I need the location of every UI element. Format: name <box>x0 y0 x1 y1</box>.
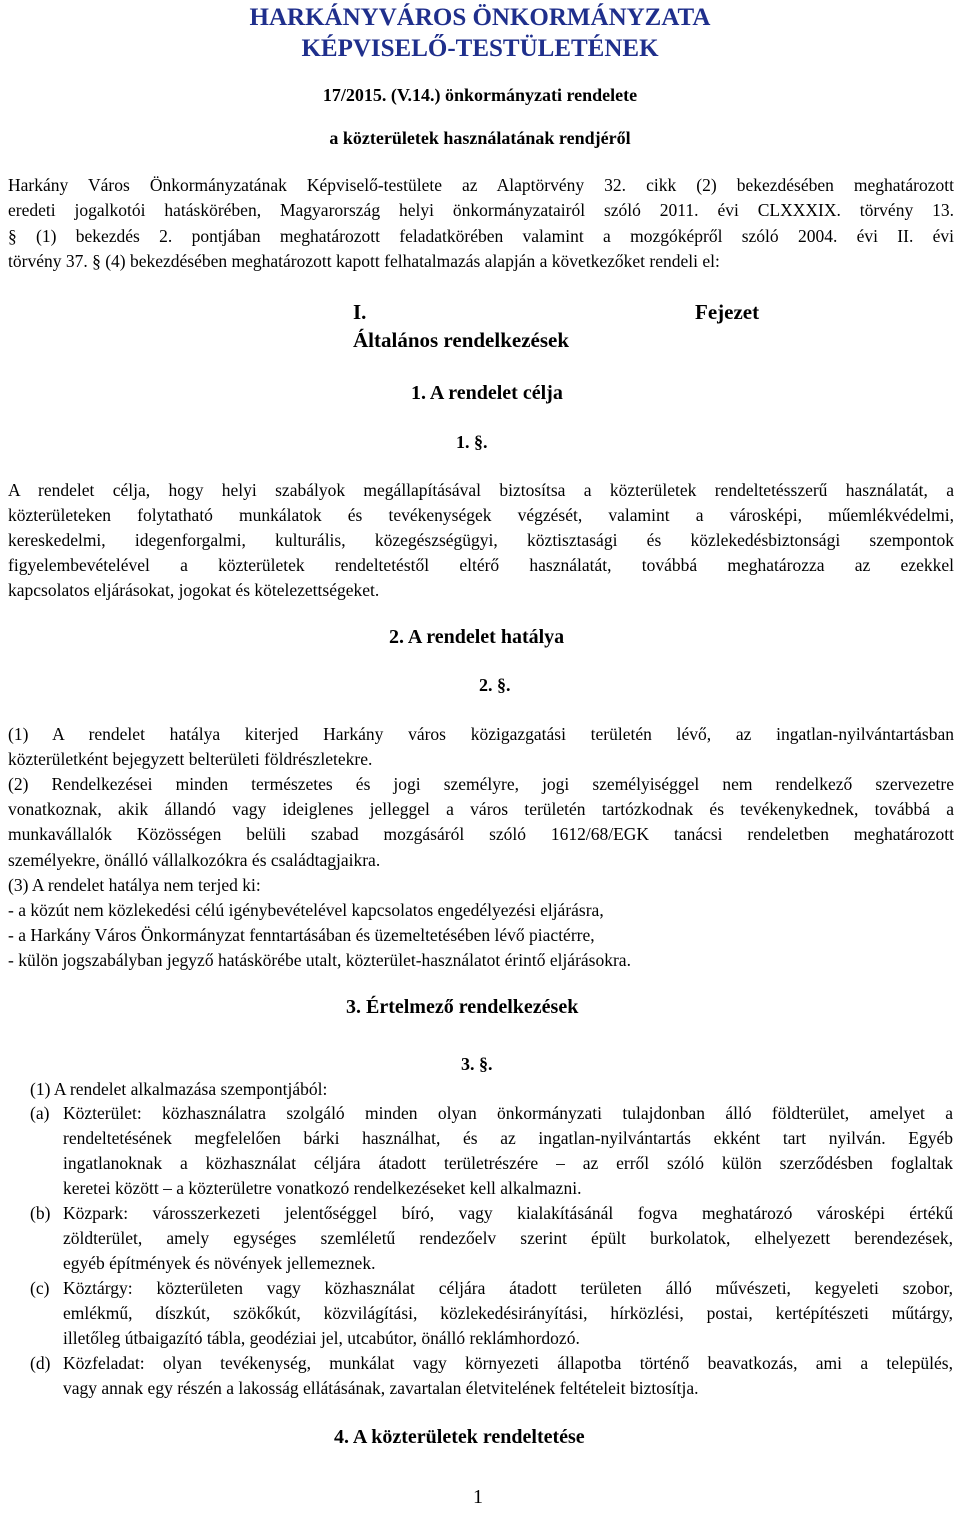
paragraph-line: (3) A rendelet hatálya nem terjed ki: <box>8 875 261 895</box>
paragraph-line: vonatkoznak, akik állandó vagy ideiglenes jelleggel a város területén tartózkodnak és tevékenykednek, továbbá a <box>8 799 954 819</box>
definition-label: (b) <box>30 1203 51 1223</box>
list-item: - a közút nem közlekedési célú igénybevételével kapcsolatos engedélyezési eljárásra, <box>8 900 604 920</box>
definition-line: egyéb építmények és növények jellemeznek. <box>63 1253 376 1273</box>
definition-label: (d) <box>30 1353 51 1373</box>
definition-line: vagy annak egy részén a lakosság ellátásának, zavartalan életvitelének feltételeit biztosítja. <box>63 1378 699 1398</box>
definition-line: Köztárgy: közterületen vagy közhasználat céljára átadott területen álló művészeti, kegyeleti szobor, <box>63 1278 953 1298</box>
section-4-heading: 4. A közterületek rendeltetése <box>334 1426 585 1448</box>
section-1-para-mark: 1. §. <box>456 432 488 452</box>
definition-line: rendeltetésének megfelelően bárki használhat, és az ingatlan-nyilvántartás ekként tart nyilván. Egyéb <box>63 1128 953 1148</box>
section-3-heading: 3. Értelmező rendelkezések <box>346 996 579 1018</box>
title-line-1: HARKÁNYVÁROS ÖNKORMÁNYZATA <box>249 4 711 31</box>
paragraph-line: kapcsolatos eljárásokat, jogokat és kötelezettségeket. <box>8 580 380 600</box>
decree-number: 17/2015. (V.14.) önkormányzati rendelete <box>322 85 638 105</box>
definition-line: Közterület: közhasználatra szolgáló minden olyan önkormányzati tulajdonban álló földterület, amelyet a <box>63 1103 953 1123</box>
paragraph-line: közterületeken folytatható munkálatok és tevékenységek végzését, valamint a városképi, műemlékvédelmi, <box>8 505 954 525</box>
chapter-title: Általános rendelkezések <box>353 328 570 352</box>
paragraph-line: közterületként bejegyzett belterületi földrészletekre. <box>8 749 373 769</box>
definition-label: (c) <box>30 1278 50 1298</box>
section-2-heading: 2. A rendelet hatálya <box>389 626 565 648</box>
definition-line: illetőleg útbaigazító tábla, geodéziai jel, utcabútor, önálló reklámhordozó. <box>63 1328 580 1348</box>
definition-line: zöldterület, amely egységes szemléletű rendezőelv szerint épült burkolatok, elhelyezett berendezések, <box>63 1228 953 1248</box>
section-1-heading: 1. A rendelet célja <box>411 382 563 404</box>
definition-label: (a) <box>30 1103 50 1123</box>
chapter-word: Fejezet <box>695 300 760 324</box>
preamble-line: § (1) bekezdés 2. pontjában meghatározott feladatkörében valamint a mozgóképről szóló 2004. évi II. évi <box>8 226 954 246</box>
paragraph-line: figyelembevételével a közterületek rendeltetéstől eltérő használatát, továbbá meghatározza az ezekkel <box>8 555 954 575</box>
paragraph-line: munkavállalók Közösségen belüli szabad mozgásáról szóló 1612/68/EGK tanácsi rendeletben meghatározott <box>8 824 954 844</box>
paragraph-line: kereskedelmi, idegenforgalmi, kulturális, közegészségügyi, köztisztasági és közlekedésbiztonsági szempontok <box>8 530 954 550</box>
page-number: 1 <box>473 1486 483 1508</box>
preamble-line: törvény 37. § (4) bekezdésében meghatározott kapott felhatalmazás alapján a következőket rendeli el: <box>8 251 720 271</box>
section-2-para-mark: 2. §. <box>479 675 511 695</box>
paragraph-line: A rendelet célja, hogy helyi szabályok megállapításával biztosítsa a közterületek rendeltetésszerű használatát, a <box>8 480 954 500</box>
list-item: - a Harkány Város Önkormányzat fenntartásában és üzemeltetésében lévő piactérre, <box>8 925 595 945</box>
preamble-line: Harkány Város Önkormányzatának Képviselő-testülete az Alaptörvény 32. cikk (2) bekezdésében meghatározott <box>8 175 954 195</box>
paragraph-line: (1) A rendelet hatálya kiterjed Harkány város közigazgatási területén lévő, az ingatlan-nyilvántartásban <box>8 724 954 744</box>
decree-subject: a közterületek használatának rendjéről <box>329 128 631 148</box>
paragraph-line: (2) Rendelkezései minden természetes és jogi személyre, jogi személyiséggel nem rendelkező szervezetre <box>8 774 954 794</box>
paragraph-line: személyekre, önálló vállalkozókra és családtagjaikra. <box>8 850 381 870</box>
list-item: - külön jogszabályban jegyző hatáskörébe utalt, közterület-használatot érintő eljárásokra. <box>8 950 631 970</box>
preamble-line: eredeti jogalkotói hatáskörében, Magyarország helyi önkormányzatairól szóló 2011. évi CLXXXIX. törvény 13. <box>8 200 954 220</box>
chapter-number: I. <box>353 300 367 324</box>
definition-line: Közpark: városszerkezeti jelentőséggel bíró, vagy kialakításánál fogva meghatározó városképi értékű <box>63 1203 953 1223</box>
section-3-para-mark: 3. §. <box>461 1054 493 1074</box>
definition-line: Közfeladat: olyan tevékenység, munkálat vagy környezeti állapotba történő beavatkozás, ami a település, <box>63 1353 953 1373</box>
definition-line: keretei között – a közterületre vonatkozó rendelkezéseket kell alkalmazni. <box>63 1178 582 1198</box>
definition-line: ingatlanoknak a közhasználat céljára átadott területrészére – az erről szóló külön szerződésben foglaltak <box>63 1153 953 1173</box>
section-3-intro: (1) A rendelet alkalmazása szempontjából: <box>30 1079 328 1099</box>
definition-line: emlékmű, díszkút, szökőkút, közvilágítási, közlekedésirányítási, hírközlési, postai, kertépítészeti műtárgy, <box>63 1303 953 1323</box>
title-line-2: KÉPVISELŐ-TESTÜLETÉNEK <box>301 35 659 62</box>
